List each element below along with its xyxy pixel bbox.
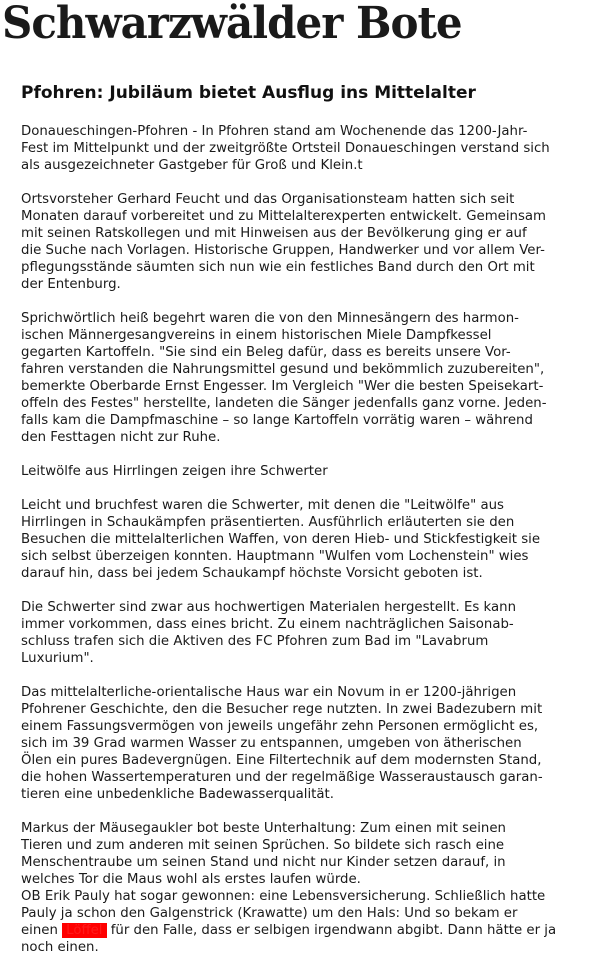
article-paragraph [21,820,591,888]
text-line: Luxurium". [21,651,94,666]
text-line: sich im 39 Grad warmen Wasser zu entspannen, umgeben von ätherischen [21,736,522,751]
article-headline: Pfohren: Jubiläum bietet Ausflug ins Mittelalter [21,83,476,103]
text-line: Sprichwörtlich heiß begehrt waren die von den Minnesängern des harmon- [21,311,519,326]
article-paragraph [21,310,591,446]
text-fragment: für den Falle, dass er selbigen irgendwann abgibt. Dann hätte er ja [110,923,557,938]
text-line: die Suche nach Vorlagen. Historische Gruppen, Handwerker und vor allem Ver- [21,243,545,258]
text-line: Hirrlingen in Schaukämpfen präsentierten. Ausführlich erläuterten sie den [21,515,515,530]
text-line: Ortsvorsteher Gerhard Feucht und das Organisationsteam hatten sich seit [21,192,515,207]
text-line: Pauly ja schon den Galgenstrick (Krawatte) um den Hals: Und so bekam er [21,906,518,921]
subheading-text: Leitwölfe aus Hirrlingen zeigen ihre Schwerter [21,464,328,479]
text-fragment: einen [21,923,58,938]
text-line: OB Erik Pauly hat sogar gewonnen: eine Lebensversicherung. Schließlich hatte [21,889,546,904]
red-highlighted-word: Löffel [62,923,106,938]
text-line: Menschentraube um seinen Stand und nicht nur Kinder setzen darauf, in [21,855,506,870]
text-line: Pfohrener Geschichte, den die Besucher rege nutzten. In zwei Badezubern mit [21,702,543,717]
text-line: Markus der Mäusegaukler bot beste Unterhaltung: Zum einen mit seinen [21,821,506,836]
text-line: schluss trafen sich die Aktiven des FC Pfohren zum Bad im "Lavabrum [21,634,489,649]
article-paragraph-closing [21,888,591,956]
newspaper-masthead-logo: Schwarzwälder Bote [2,0,462,49]
article-paragraph-lead [21,123,591,174]
article-subheading [21,463,591,480]
text-line: welches Tor die Maus wohl als erstes laufen würde. [21,872,361,887]
text-line: bemerkte Oberbarde Ernst Engesser. Im Vergleich "Wer die besten Speisekart- [21,379,544,394]
text-line: pflegungsstände säumten sich nun wie ein festliches Band durch den Ort mit [21,260,535,275]
text-line: Fest im Mittelpunkt und der zweitgrößte Ortsteil Donaueschingen verstand sich [21,141,550,156]
text-line: offeln des Festes" herstellte, landeten die Sänger jedenfalls ganz vorne. Jeden- [21,396,547,411]
article-paragraph [21,599,591,667]
article-paragraph [21,191,591,293]
article-body [21,123,591,956]
text-line: Leicht und bruchfest waren die Schwerter, mit denen die "Leitwölfe" aus [21,498,504,513]
text-line: den Festtagen nicht zur Ruhe. [21,430,221,445]
text-line: Das mittelalterliche-orientalische Haus war ein Novum in er 1200-jährigen [21,685,517,700]
text-line: darauf hin, dass bei jedem Schaukampf höchste Vorsicht geboten ist. [21,566,483,581]
text-line: fahren verstanden die Nahrungsmittel gesund und bekömmlich zuzubereiten", [21,362,545,377]
text-line: tieren eine unbedenkliche Badewasserqualität. [21,787,334,802]
text-line: Monaten darauf vorbereitet und zu Mittelalterexperten entwickelt. Gemeinsam [21,209,546,224]
text-line: mit seinen Ratskollegen und mit Hinweisen aus der Bevölkerung ging er auf [21,226,527,241]
text-line: die hohen Wassertemperaturen und der regelmäßige Wasseraustausch garan- [21,770,543,785]
text-line: sich selbst überzeigen konnten. Hauptmann "Wulfen vom Lochenstein" wies [21,549,529,564]
article-paragraph [21,684,591,803]
text-line: Tieren und zum anderen mit seinen Sprüchen. So bildete sich rasch eine [21,838,505,853]
text-line: Donaueschingen-Pfohren - In Pfohren stand am Wochenende das 1200-Jahr- [21,124,528,139]
text-line: Die Schwerter sind zwar aus hochwertigen Materialen hergestellt. Es kann [21,600,516,615]
text-line: falls kam die Dampfmaschine – so lange Kartoffeln vorrätig waren – während [21,413,533,428]
text-line: der Entenburg. [21,277,121,292]
text-line: Ölen ein pures Badevergnügen. Eine Filtertechnik auf dem modernsten Stand, [21,753,542,768]
text-line: als ausgezeichneter Gastgeber für Groß und Klein.t [21,158,363,173]
text-line: ischen Männergesangvereins in einem historischen Miele Dampfkessel [21,328,492,343]
text-line: noch einen. [21,940,99,955]
text-line: einem Fassungsvermögen von jeweils ungefähr zehn Personen ermöglicht es, [21,719,539,734]
text-line: Besuchen die mittelalterlichen Waffen, von deren Hieb- und Stickfestigkeit sie [21,532,541,547]
article-paragraph [21,497,591,582]
text-line: gegarten Kartoffeln. "Sie sind ein Beleg dafür, dass es bereits unsere Vor- [21,345,511,360]
text-line-with-highlight [21,922,591,939]
text-line: immer vorkommen, dass eines bricht. Zu einem nachträglichen Saisonab- [21,617,514,632]
